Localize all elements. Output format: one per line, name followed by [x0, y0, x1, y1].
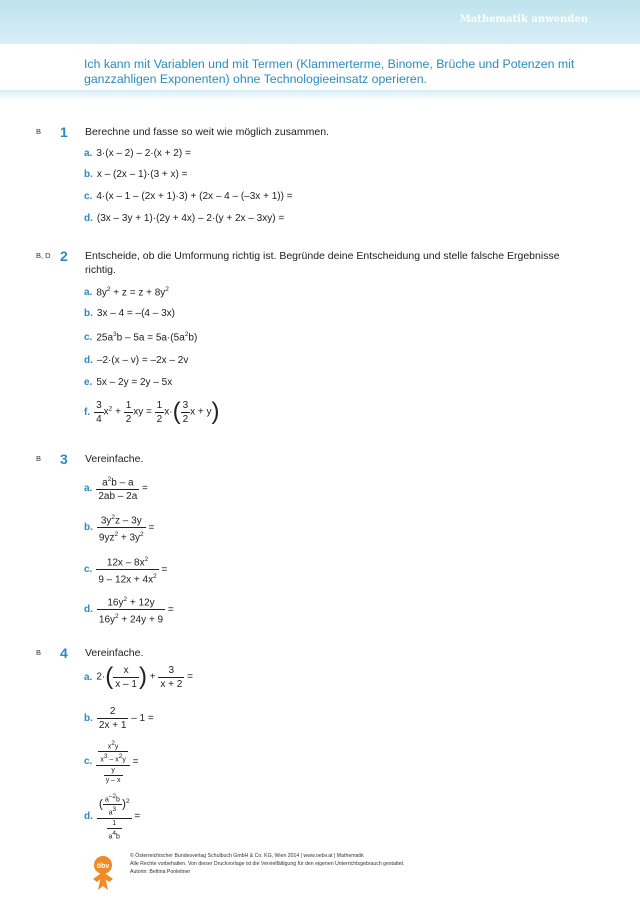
exponent: 2 — [107, 476, 112, 483]
numerator — [96, 473, 139, 490]
equals: = — [184, 671, 193, 683]
item-label: b. — [84, 713, 93, 725]
exponent: 2 — [140, 531, 144, 539]
expr-part: 2· — [96, 671, 106, 683]
item-label: c. — [84, 332, 93, 344]
footer-rights: Alle Rechte vorbehalten. Von dieser Druckvorlage ist die Vervielfältigung für den eigenen Unterrichtsgebrauch gestattet. — [130, 861, 405, 867]
numerator: x — [113, 664, 139, 678]
left-parenthesis: ( — [172, 398, 181, 425]
exponent: 2 — [184, 331, 189, 338]
expr-part: xy = — [133, 406, 155, 418]
task-item — [84, 739, 139, 785]
numerator — [97, 593, 165, 610]
task-item — [84, 792, 140, 841]
left-parenthesis: ( — [105, 663, 114, 690]
task-ref: B — [36, 648, 42, 657]
expr-part: b – 5a = 5a·(5a — [116, 332, 185, 344]
task-item — [84, 705, 154, 732]
term: y — [114, 743, 119, 751]
outer-numerator — [96, 739, 130, 766]
task-instruction: Berechne und fasse so weit wie möglich zusammen. — [85, 126, 329, 138]
numerator: 1 — [107, 819, 122, 829]
item-label: c. — [84, 564, 93, 576]
exponent: 2 — [118, 753, 123, 761]
numerator: 3 — [96, 399, 102, 411]
task-item — [84, 593, 174, 627]
denominator: 2x + 1 — [98, 720, 127, 731]
item-label: d. — [84, 604, 93, 616]
task-item — [84, 473, 148, 503]
item-label: c. — [84, 756, 93, 768]
expr-part: x — [103, 406, 109, 418]
fraction — [96, 553, 158, 587]
logo-text: öbv — [96, 863, 110, 870]
task-instruction: Vereinfache. — [85, 647, 144, 659]
item-label: d. — [84, 811, 93, 823]
term: 12x – 8x — [106, 557, 145, 569]
exponent: 2 — [106, 286, 111, 293]
header-title: Mathematik anwenden — [459, 14, 588, 25]
exponent: 2 — [144, 556, 149, 563]
task-ref: B, D — [36, 251, 51, 260]
task-instruction: Entscheide, ob die Umformung richtig ist. Begründe deine Entscheidung und stelle falsche Ergebnisse richtig. — [85, 250, 560, 276]
denominator — [107, 829, 122, 841]
item-label: d. — [84, 355, 93, 366]
exponent: 4 — [112, 829, 117, 837]
denominator — [97, 528, 146, 544]
term: 16y — [107, 597, 124, 609]
term: x — [100, 756, 104, 764]
fraction — [97, 593, 165, 627]
fraction — [96, 473, 139, 503]
denominator: x – 1 — [115, 678, 137, 690]
fraction — [94, 399, 104, 426]
exponent: 2 — [114, 531, 119, 539]
task-number: 3 — [60, 451, 68, 467]
term: a — [104, 796, 109, 804]
outer-numerator — [97, 792, 132, 819]
term: y — [122, 756, 126, 764]
fraction — [97, 705, 129, 732]
term: + 24y + 9 — [118, 614, 164, 626]
term: 3y — [100, 515, 112, 527]
task-item — [84, 169, 187, 180]
expr-part: + z = z + 8y — [110, 287, 166, 299]
item-expression: –2·(x – v) = –2x – 2v — [96, 355, 189, 366]
denominator — [96, 570, 158, 586]
item-expression: 5x – 2y = 2y – 5x — [96, 377, 173, 388]
denominator: 4 — [96, 413, 102, 425]
item-label: a. — [84, 671, 93, 683]
footer-copyright: © Österreichischer Bundesverlag Schulbuch GmbH & Co. KG, Wien 2014 | www.oebv.at | Mathematik — [130, 853, 364, 859]
denominator — [103, 805, 122, 817]
numerator: 3 — [158, 664, 184, 678]
exponent: 2 — [153, 573, 157, 581]
term: a — [102, 477, 108, 489]
footer-author: Autorin: Bettina Ponleitner — [130, 869, 191, 875]
item-label: b. — [84, 308, 93, 319]
expr-part: b) — [188, 332, 198, 344]
fraction — [104, 766, 123, 785]
item-label: d. — [84, 213, 93, 224]
fraction — [124, 399, 134, 426]
term: 9 – 12x + 4x — [98, 574, 154, 586]
denominator: 2 — [182, 413, 189, 425]
goal-band — [0, 90, 640, 100]
item-expression: (3x – 3y + 1)·(2y + 4x) – 2·(y + 2x – 3xy) = — [96, 213, 285, 224]
item-label: a. — [84, 148, 93, 159]
denominator: 2ab – 2a — [98, 491, 138, 503]
expr-part: x + y — [190, 406, 212, 418]
exponent: 2 — [125, 798, 130, 806]
equals: = — [131, 811, 141, 823]
fraction — [155, 399, 165, 426]
denominator: 2 — [156, 413, 163, 425]
item-label: b. — [84, 522, 93, 534]
expr-part: + — [112, 406, 124, 418]
fraction — [97, 511, 146, 545]
expr-part: – 1 = — [128, 713, 154, 725]
expr-part: 8y — [96, 287, 107, 299]
denominator: y – x — [105, 776, 121, 784]
term: z – 3y — [115, 515, 142, 527]
task-instruction: Vereinfache. — [85, 453, 144, 465]
term: b – a — [111, 477, 134, 489]
term: 16y — [98, 614, 116, 626]
term: a — [108, 832, 113, 840]
task-number: 1 — [60, 124, 68, 140]
right-parenthesis: ) — [121, 796, 126, 811]
task-item — [84, 511, 154, 545]
item-label: c. — [84, 191, 93, 202]
task-number: 4 — [60, 645, 68, 661]
item-expression: 3x – 4 = –(4 – 3x) — [96, 308, 175, 319]
task-item — [84, 213, 284, 224]
denominator — [98, 752, 128, 764]
task-item — [84, 377, 172, 388]
expr-part: x· — [164, 406, 173, 418]
equals: = — [158, 564, 168, 576]
exponent: 3 — [103, 753, 108, 761]
term: x — [107, 743, 112, 751]
task-ref: B — [36, 127, 42, 136]
term: 9yz — [98, 532, 115, 544]
learning-goal: Ich kann mit Variablen und mit Termen (Klammerterme, Binome, Brüche und Potenzen mit ganzzahligen Exponenten) ohne Technologieeinsatz operieren. — [84, 57, 575, 86]
item-label: a. — [84, 482, 93, 494]
right-parenthesis: ) — [138, 663, 147, 690]
fraction — [103, 792, 122, 818]
exponent: 2 — [165, 286, 169, 293]
expr-part: + — [146, 671, 159, 683]
term: – x — [107, 756, 119, 764]
exponent: 2 — [115, 613, 119, 621]
footer — [130, 852, 405, 876]
right-parenthesis: ) — [211, 398, 220, 425]
item-label: a. — [84, 287, 93, 299]
fraction — [158, 664, 184, 691]
task-item — [84, 553, 167, 587]
denominator — [97, 610, 165, 626]
numerator — [96, 553, 158, 570]
term: b — [116, 832, 120, 840]
numerator — [97, 511, 146, 528]
fraction — [98, 739, 128, 765]
outer-denominator — [97, 819, 132, 841]
item-label: f. — [84, 406, 91, 418]
left-parenthesis: ( — [98, 796, 103, 811]
item-expression: 4·(x – 1 – (2x + 1)·3) + (2x – 4 – (–3x + 1)) = — [96, 191, 293, 202]
fraction — [113, 664, 139, 691]
item-expression: 3·(x – 2) – 2·(x + 2) = — [96, 148, 191, 159]
publisher-logo-icon — [82, 852, 124, 894]
equals: = — [165, 604, 174, 616]
complex-fraction — [96, 739, 130, 785]
task-item — [84, 398, 220, 426]
numerator: 3 — [182, 399, 189, 411]
equals: = — [145, 522, 155, 534]
numerator: y — [104, 766, 123, 776]
term: b — [116, 796, 120, 804]
exponent: –2 — [108, 793, 117, 800]
item-expression: x – (2x – 1)·(3 + x) = — [96, 169, 188, 180]
denominator: x + 2 — [160, 678, 183, 690]
numerator: 1 — [156, 399, 163, 411]
numerator — [103, 792, 122, 805]
item-label: e. — [84, 377, 93, 388]
fraction — [181, 399, 191, 426]
item-label: b. — [84, 169, 93, 180]
task-item — [84, 663, 193, 691]
task-item — [84, 308, 175, 319]
term: + 12y — [127, 597, 155, 609]
exponent: 2 — [111, 740, 115, 747]
exponent: 2 — [123, 596, 128, 603]
task-item — [84, 286, 169, 298]
term: a — [108, 809, 113, 817]
exponent: 3 — [112, 806, 117, 814]
fraction — [107, 819, 122, 841]
exponent: 2 — [108, 405, 113, 413]
complex-fraction — [97, 792, 132, 841]
exponent: 3 — [113, 331, 117, 338]
denominator: 2 — [125, 413, 132, 425]
equals: = — [129, 756, 139, 768]
numerator: 2 — [97, 705, 129, 719]
task-item — [84, 331, 197, 343]
term: + 3y — [118, 532, 141, 544]
header-band — [0, 0, 640, 44]
numerator — [98, 739, 128, 752]
numerator: 1 — [125, 399, 132, 411]
task-ref: B — [36, 454, 42, 463]
task-number: 2 — [60, 248, 68, 264]
equals: = — [139, 482, 148, 494]
task-item — [84, 191, 293, 202]
outer-denominator — [96, 766, 130, 785]
task-item — [84, 355, 188, 366]
exponent: 2 — [111, 514, 116, 521]
task-item — [84, 148, 191, 159]
expr-part: 25a — [96, 332, 114, 344]
